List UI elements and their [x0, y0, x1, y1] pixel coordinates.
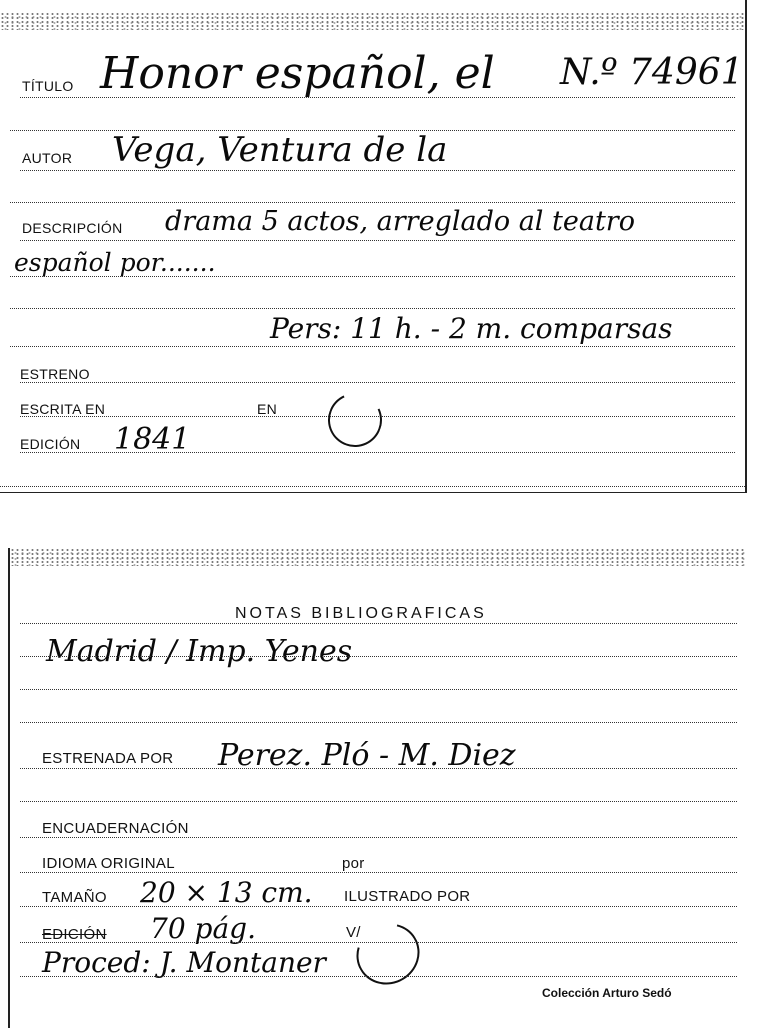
descripcion-value-line-1: drama 5 actos, arreglado al teatro — [165, 206, 635, 237]
rule — [20, 837, 737, 838]
encuadernacion-label: ENCUADERNACIÓN — [42, 820, 189, 837]
rule — [20, 656, 737, 657]
personajes-note: Pers: 11 h. - 2 m. comparsas — [270, 312, 673, 345]
catalog-number: N.º 74961 — [560, 52, 744, 93]
rule — [20, 801, 737, 802]
estrenada-label: ESTRENADA POR — [42, 750, 174, 767]
catalog-card-front — [0, 0, 747, 493]
ilustrado-label: ILUSTRADO POR — [344, 888, 471, 905]
descripcion-label: DESCRIPCIÓN — [22, 220, 123, 236]
titulo-label: TÍTULO — [22, 78, 74, 94]
procedencia-value: Proced: J. Montaner — [42, 946, 326, 979]
estreno-label: ESTRENO — [20, 366, 90, 382]
autor-label: AUTOR — [22, 150, 73, 166]
rule-bottom — [0, 486, 745, 487]
escrita-label: ESCRITA EN — [20, 401, 106, 417]
rule — [20, 976, 737, 977]
notas-heading: NOTAS BIBLIOGRAFICAS — [235, 605, 487, 622]
notas-value: Madrid / Imp. Yenes — [46, 634, 353, 669]
tamano-label: TAMAÑO — [42, 889, 107, 906]
rule-edicion — [20, 452, 735, 453]
rule — [20, 906, 737, 907]
rule — [20, 689, 737, 690]
edicion-label: EDICIÓN — [20, 436, 81, 452]
edicion-value: 1841 — [114, 422, 191, 457]
escrita-en-label: EN — [257, 401, 278, 417]
rule — [10, 276, 735, 277]
rule — [20, 872, 737, 873]
rule — [10, 202, 735, 203]
catalog-card-back — [8, 548, 745, 1028]
rule-autor — [20, 170, 735, 171]
rule — [20, 722, 737, 723]
rule — [20, 768, 737, 769]
rule — [10, 308, 735, 309]
rule — [20, 623, 737, 624]
edicion-label-struck: EDICIÓN — [42, 926, 107, 943]
autor-value: Vega, Ventura de la — [112, 130, 448, 170]
collection-credit: Colección Arturo Sedó — [542, 986, 672, 1000]
por-label: por — [342, 855, 365, 872]
card-edge-texture — [10, 548, 745, 566]
card-edge-texture — [0, 12, 745, 30]
rule-titulo — [20, 97, 735, 98]
v-label: V/ — [346, 924, 361, 941]
tamano-value: 20 × 13 cm. — [140, 876, 313, 909]
rule — [10, 346, 735, 347]
stamp-circle-mark — [320, 385, 389, 454]
titulo-value: Honor español, el — [100, 48, 495, 99]
edicion-pages-value: 70 pág. — [150, 912, 256, 945]
estrenada-value: Perez. Pló - M. Diez — [218, 738, 516, 773]
rule-estreno — [20, 382, 735, 383]
descripcion-value-line-2: español por....... — [14, 248, 216, 277]
rule-descripcion — [20, 240, 735, 241]
idioma-label: IDIOMA ORIGINAL — [42, 855, 175, 872]
